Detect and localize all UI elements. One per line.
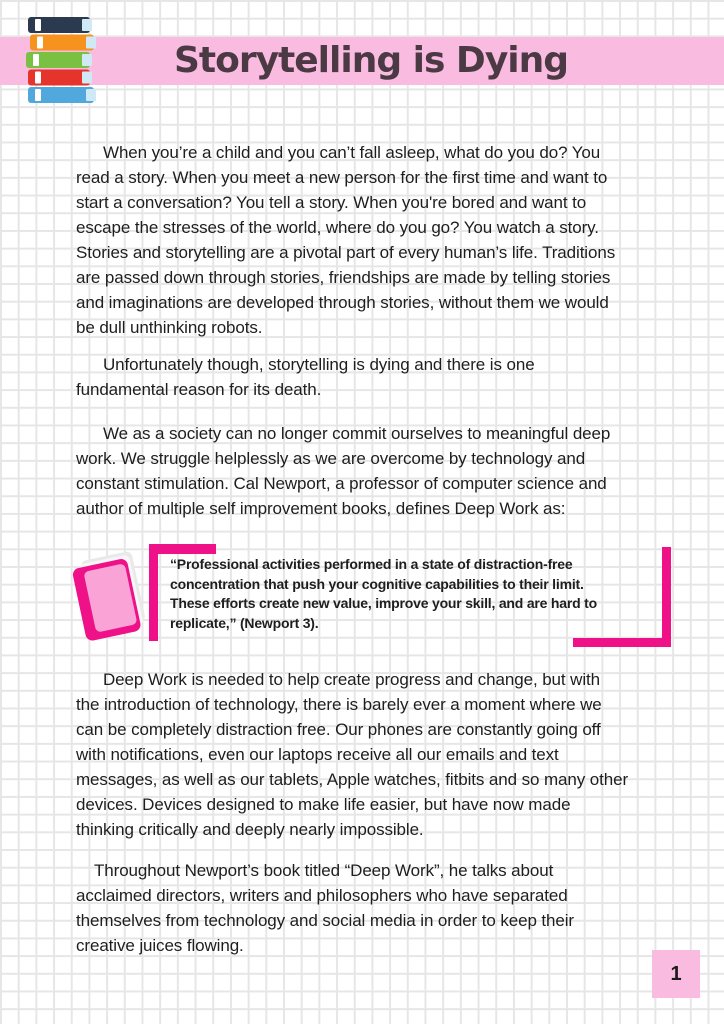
text-line: Deep Work is needed to help create progress and change, but with: [103, 670, 600, 689]
pink-book-icon: [70, 548, 150, 644]
text-line: themselves from technology and social media in order to keep their: [76, 911, 574, 930]
text-line: replicate,” (Newport 3).: [170, 614, 319, 631]
text-line: with notifications, even our laptops receive all our emails and text: [76, 745, 559, 764]
paragraph: [76, 140, 676, 340]
quote-text: [170, 555, 662, 633]
quote-bracket-bottom: [573, 638, 671, 647]
text-line: be dull unthinking robots.: [76, 318, 263, 337]
text-line: read a story. When you meet a new person for the first time and want to: [76, 168, 608, 187]
text-line: Unfortunately though, storytelling is dying and there is one: [103, 355, 535, 374]
text-line: When you’re a child and you can’t fall asleep, what do you do? You: [103, 143, 601, 162]
paragraph: [76, 421, 676, 521]
quote-block: [149, 544, 671, 647]
text-line: acclaimed directors, writers and philosophers who have separated: [76, 886, 568, 905]
text-line: thinking critically and deeply nearly impossible.: [76, 820, 424, 839]
text-line: Stories and storytelling are a pivotal part of every human’s life. Traditions: [76, 243, 616, 262]
text-line: author of multiple self improvement books, defines Deep Work as:: [76, 499, 566, 518]
paragraph: [76, 667, 676, 842]
text-line: concentration that push your cognitive capabilities to their limit.: [170, 575, 584, 592]
text-line: “Professional activities performed in a state of distraction-free: [170, 556, 573, 572]
text-line: We as a society can no longer commit ourselves to meaningful deep: [103, 424, 611, 443]
text-line: start a conversation? You tell a story. When you're bored and want to: [76, 193, 587, 212]
text-line: These efforts create new value, improve your skill, and are hard to: [170, 595, 597, 611]
text-line: devices. Devices designed to make life easier, but have now made: [76, 795, 571, 814]
quote-bracket-top: [149, 544, 216, 554]
text-line: work. We struggle helplessly as we are overcome by technology and: [76, 449, 586, 468]
paragraph: [76, 858, 676, 958]
text-line: and imaginations are developed through stories, without them we would: [76, 293, 609, 312]
text-line: creative juices flowing.: [76, 936, 244, 955]
quote-bracket-right: [662, 547, 671, 647]
text-line: the introduction of technology, there is barely ever a moment where we: [76, 695, 602, 714]
text-line: fundamental reason for its death.: [76, 380, 322, 399]
text-line: Throughout Newport’s book titled “Deep Work”, he talks about: [94, 861, 554, 880]
text-line: messages, as well as our tablets, Apple watches, fitbits and so many other: [76, 770, 628, 789]
text-line: escape the stresses of the world, where do you go? You watch a story.: [76, 218, 599, 237]
paragraph: [76, 352, 676, 402]
page-title: Storytelling is Dying: [173, 40, 569, 81]
page-number-badge: 1: [652, 950, 700, 998]
quote-bracket-left: [149, 544, 158, 641]
text-line: constant stimulation. Cal Newport, a professor of computer science and: [76, 474, 607, 493]
book-stack-icon: [24, 16, 100, 104]
text-line: can be completely distraction free. Our phones are constantly going off: [76, 720, 601, 739]
text-line: are passed down through stories, friendships are made by telling stories: [76, 268, 611, 287]
